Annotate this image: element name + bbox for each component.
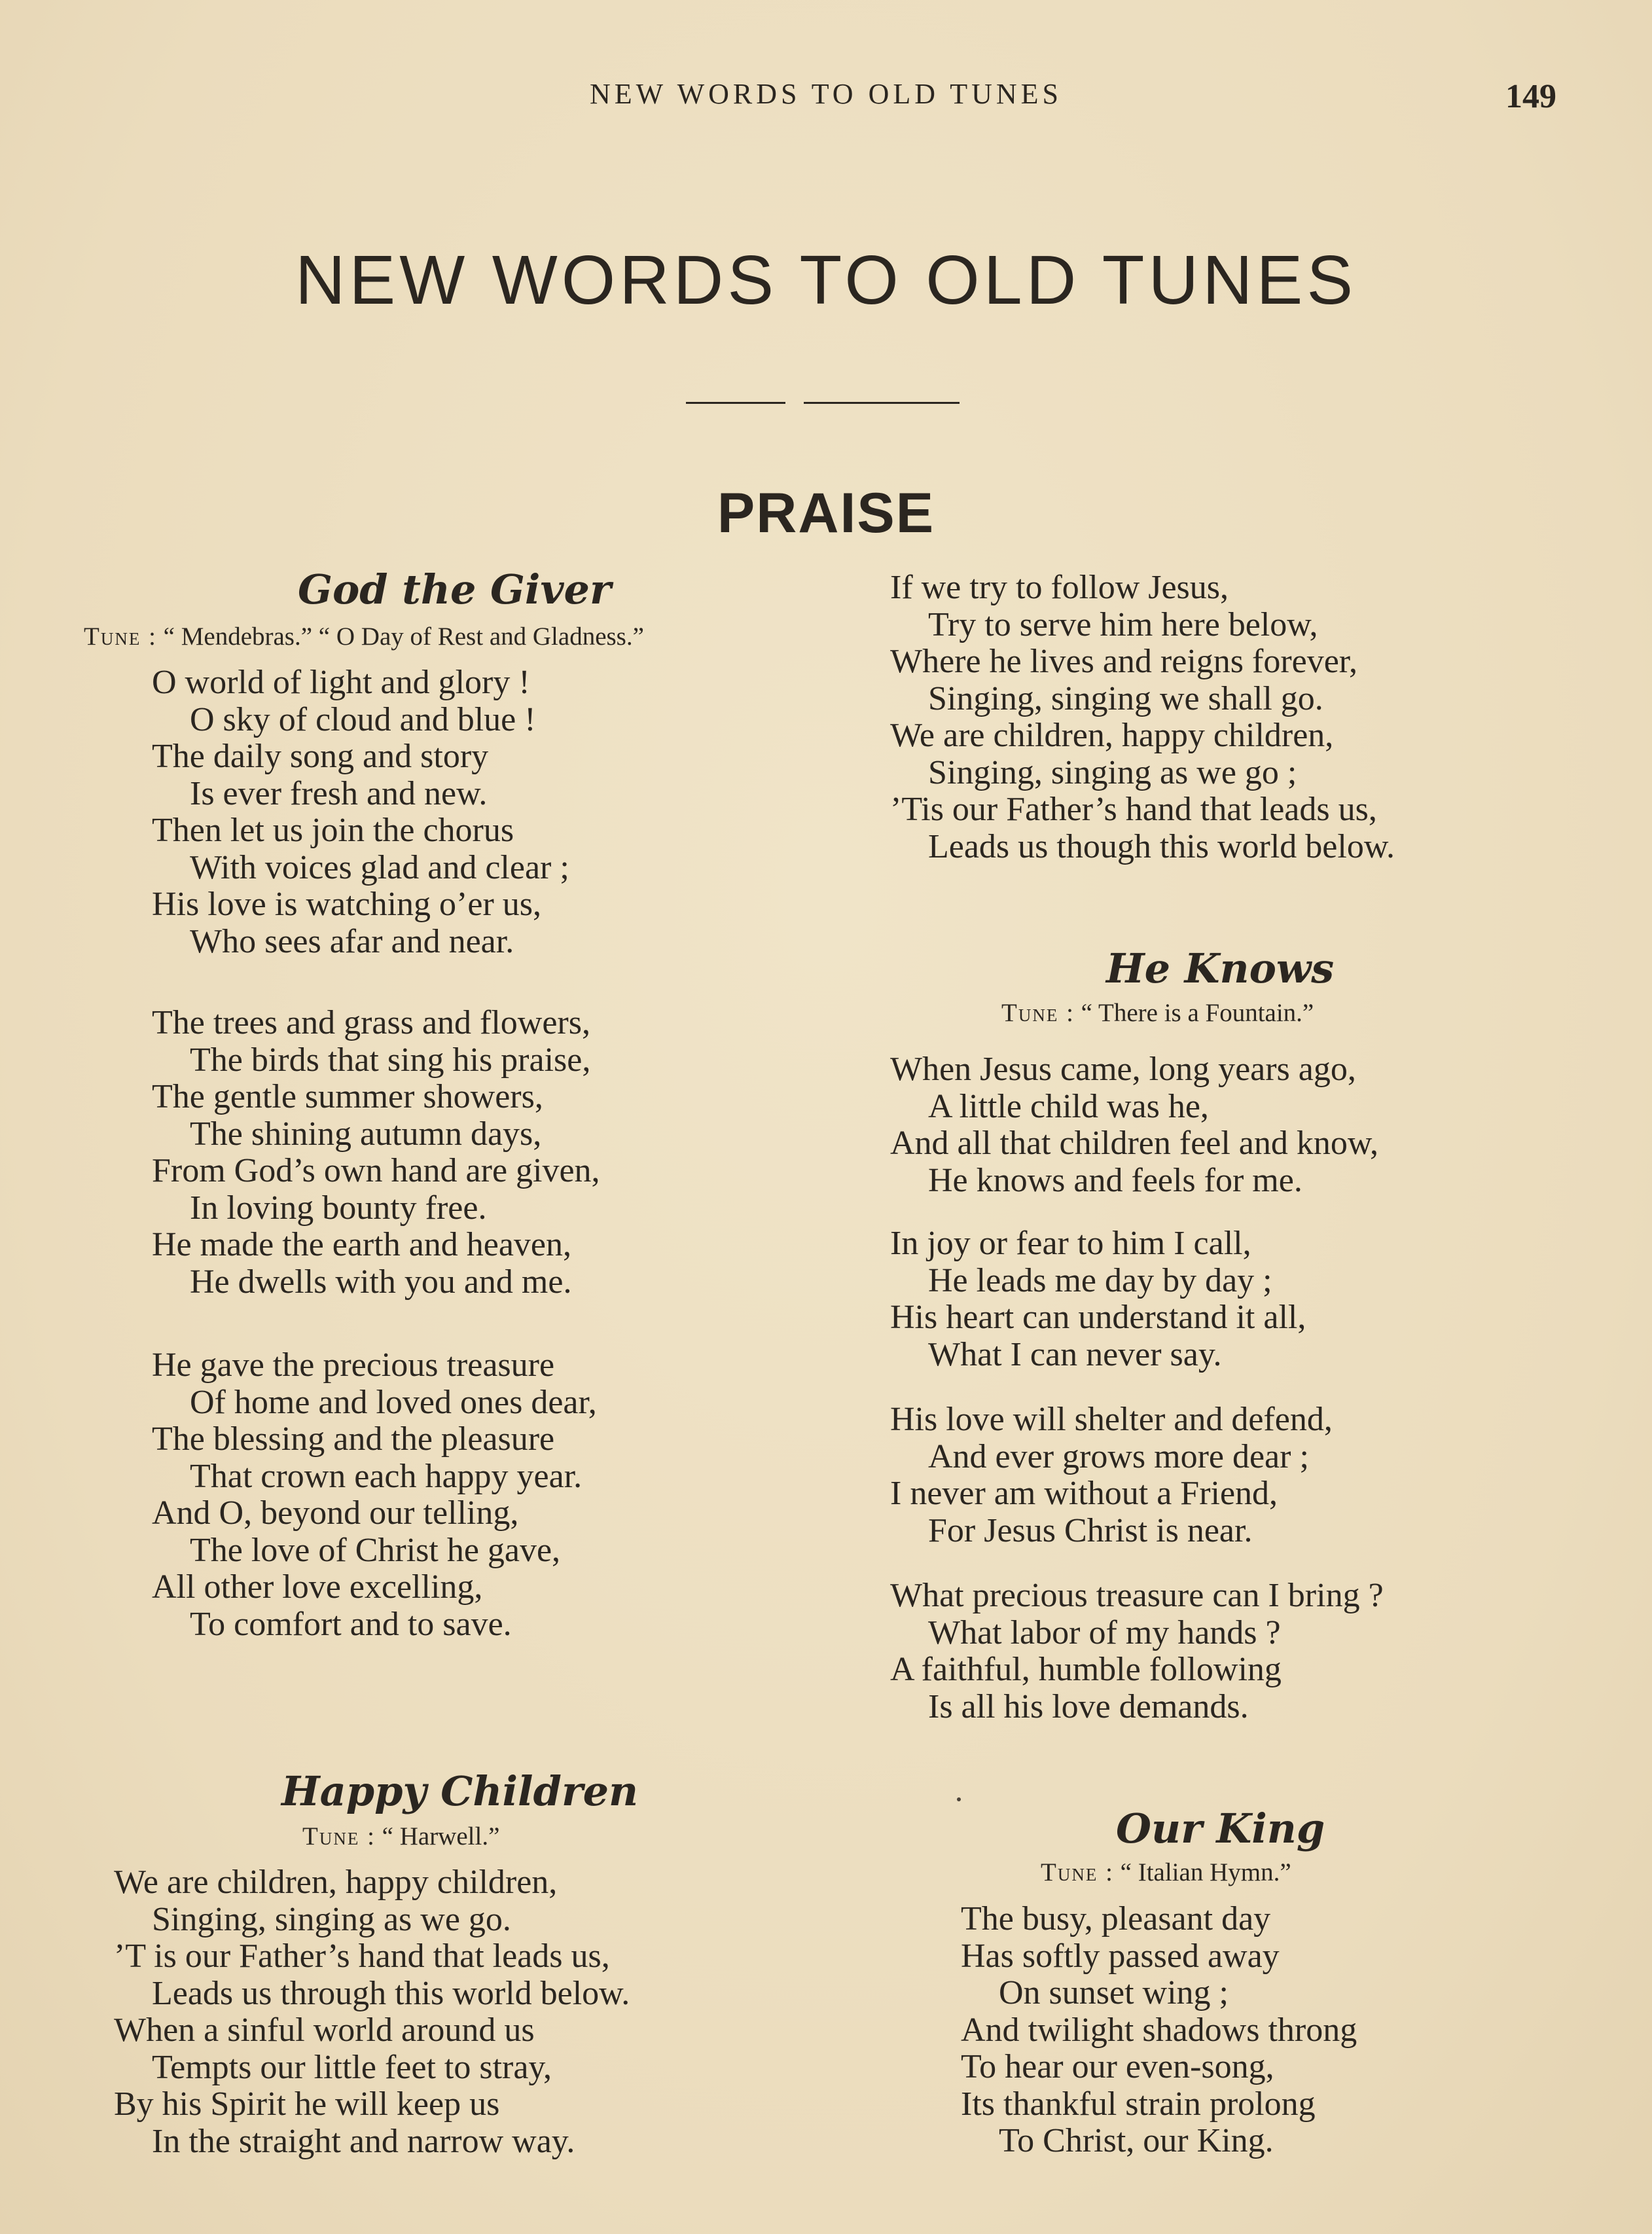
- verse-line: From God’s own hand are given,: [152, 1152, 600, 1189]
- tune-line-he-knows: [1001, 998, 1314, 1028]
- verse-line: The blessing and the pleasure: [152, 1420, 555, 1458]
- verse-line: That crown each happy year.: [190, 1457, 583, 1495]
- verse-line: To hear our even-song,: [961, 2048, 1274, 2085]
- verse-line: On sunset wing ;: [999, 1974, 1229, 2011]
- tune-label: Tune :: [1001, 999, 1075, 1027]
- verse-line: Singing, singing as we go ;: [928, 753, 1297, 791]
- verse-line: And ever grows more dear ;: [928, 1437, 1309, 1475]
- verse-line: If we try to follow Jesus,: [890, 569, 1229, 606]
- tune-line-our-king: [1041, 1858, 1291, 1887]
- verse-line: What precious treasure can I bring ?: [890, 1577, 1384, 1614]
- verse-line: For Jesus Christ is near.: [928, 1511, 1253, 1549]
- verse-line: The trees and grass and flowers,: [152, 1004, 590, 1041]
- verse-line: We are children, happy children,: [114, 1864, 558, 1901]
- verse-line: The daily song and story: [152, 738, 489, 775]
- verse-line: With voices glad and clear ;: [190, 848, 569, 886]
- verse-line: His love is watching o’er us,: [152, 886, 542, 923]
- tune-name: “ Harwell.”: [375, 1822, 500, 1850]
- verse-line: He knows and feels for me.: [928, 1161, 1302, 1199]
- stanza-god-the-giver-3: [152, 1347, 597, 1643]
- verse-line: The shining autumn days,: [190, 1115, 542, 1153]
- verse-line: Has softly passed away: [961, 1937, 1280, 1975]
- verse-line: And all that children feel and know,: [890, 1125, 1379, 1162]
- tune-label: Tune :: [1041, 1858, 1114, 1886]
- section-title: PRAISE: [717, 482, 935, 545]
- verse-line: To comfort and to save.: [190, 1605, 512, 1643]
- tune-name: “ There is a Fountain.”: [1074, 999, 1314, 1027]
- title-rule-left: [686, 402, 785, 404]
- verse-line: He made the earth and heaven,: [152, 1226, 572, 1263]
- verse-line: Where he lives and reigns forever,: [890, 643, 1358, 680]
- verse-line: His love will shelter and defend,: [890, 1401, 1333, 1438]
- ink-speck: [957, 1797, 961, 1801]
- verse-line: Singing, singing we shall go.: [928, 679, 1323, 717]
- stanza-he-knows-3: [890, 1401, 1333, 1549]
- verse-line: Leads us though this world below.: [928, 827, 1395, 865]
- running-header: NEW WORDS TO OLD TUNES: [590, 78, 1062, 110]
- verse-line: A faithful, humble following: [890, 1651, 1282, 1688]
- hymn-title-our-king: Our King: [1116, 1805, 1325, 1852]
- verse-line: When Jesus came, long years ago,: [890, 1051, 1356, 1088]
- stanza-our-king-1: [961, 1901, 1357, 2160]
- stanza-happy-children-1: [114, 1864, 630, 2160]
- verse-line: ’T is our Father’s hand that leads us,: [114, 1937, 610, 1975]
- hymn-title-happy-children: Happy Children: [281, 1767, 639, 1815]
- verse-line: Is all his love demands.: [928, 1687, 1249, 1725]
- page-number: 149: [1505, 78, 1556, 115]
- verse-line: All other love excelling,: [152, 1568, 483, 1606]
- verse-line: In the straight and narrow way.: [152, 2122, 575, 2160]
- verse-line: Leads us through this world below.: [152, 1974, 630, 2012]
- verse-line: ’Tis our Father’s hand that leads us,: [890, 791, 1377, 828]
- verse-line: O world of light and glory !: [152, 664, 530, 701]
- verse-line: Tempts our little feet to stray,: [152, 2048, 552, 2086]
- tune-line-god-the-giver: [84, 622, 644, 651]
- verse-line: By his Spirit he will keep us: [114, 2085, 500, 2123]
- verse-line: Its thankful strain prolong: [961, 2085, 1316, 2123]
- verse-line: What I can never say.: [928, 1335, 1222, 1373]
- verse-line: And O, beyond our telling,: [152, 1494, 519, 1532]
- stanza-happy-children-2: [890, 569, 1395, 865]
- verse-line: The gentle summer showers,: [152, 1078, 543, 1115]
- stanza-god-the-giver-2: [152, 1005, 600, 1301]
- verse-line: Who sees afar and near.: [190, 922, 514, 960]
- verse-line: And twilight shadows throng: [961, 2011, 1357, 2049]
- tune-label: Tune :: [302, 1822, 376, 1850]
- verse-line: Is ever fresh and new.: [190, 774, 488, 812]
- stanza-he-knows-2: [890, 1225, 1306, 1373]
- verse-line: In loving bounty free.: [190, 1189, 487, 1227]
- verse-line: Singing, singing as we go.: [152, 1900, 511, 1938]
- page-title: NEW WORDS TO OLD TUNES: [295, 242, 1357, 319]
- verse-line: O sky of cloud and blue !: [190, 700, 536, 738]
- verse-line: Try to serve him here below,: [928, 605, 1318, 643]
- tune-line-happy-children: [302, 1822, 499, 1851]
- verse-line: To Christ, our King.: [999, 2122, 1274, 2159]
- tune-name: “ Mendebras.” “ O Day of Rest and Gladness.”: [156, 622, 644, 651]
- verse-line: He leads me day by day ;: [928, 1261, 1272, 1299]
- verse-line: What labor of my hands ?: [928, 1613, 1281, 1651]
- verse-line: His heart can understand it all,: [890, 1299, 1306, 1336]
- title-rule-right: [804, 402, 960, 404]
- verse-line: He gave the precious treasure: [152, 1346, 555, 1384]
- stanza-he-knows-1: [890, 1051, 1378, 1199]
- verse-line: We are children, happy children,: [890, 717, 1334, 754]
- stanza-he-knows-4: [890, 1577, 1384, 1725]
- verse-line: A little child was he,: [928, 1087, 1209, 1125]
- hymn-title-god-the-giver: God the Giver: [298, 566, 611, 613]
- verse-line: Then let us join the chorus: [152, 812, 514, 849]
- verse-line: The busy, pleasant day: [961, 1900, 1271, 1937]
- verse-line: I never am without a Friend,: [890, 1475, 1278, 1512]
- verse-line: Of home and loved ones dear,: [190, 1383, 597, 1421]
- tune-name: “ Italian Hymn.”: [1113, 1858, 1291, 1886]
- verse-line: The love of Christ he gave,: [190, 1531, 561, 1569]
- stanza-god-the-giver-1: [152, 664, 569, 960]
- verse-line: The birds that sing his praise,: [190, 1041, 591, 1079]
- tune-label: Tune :: [84, 622, 157, 651]
- verse-line: In joy or fear to him I call,: [890, 1225, 1251, 1262]
- verse-line: When a sinful world around us: [114, 2011, 535, 2049]
- verse-line: He dwells with you and me.: [190, 1263, 572, 1301]
- hymn-title-he-knows: He Knows: [1106, 945, 1335, 992]
